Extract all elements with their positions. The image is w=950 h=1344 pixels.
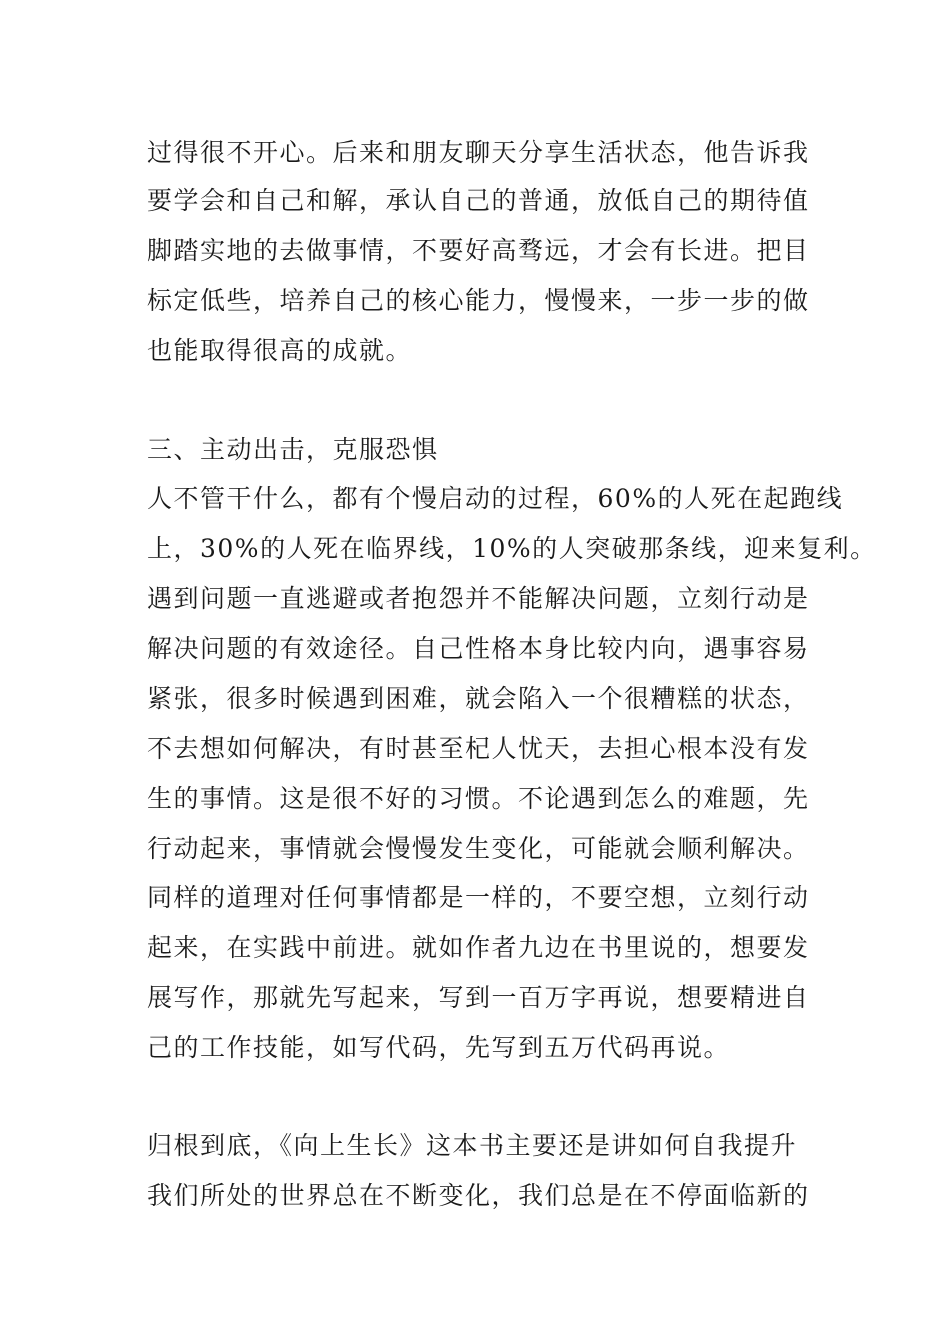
text-line: 解决问题的有效途径。自己性格本身比较内向，遇事容易 xyxy=(147,634,810,663)
text-line: 生的事情。这是很不好的习惯。不论遇到怎么的难题，先 xyxy=(147,784,810,813)
text-line: 我们所处的世界总在不断变化，我们总是在不停面临新的 xyxy=(147,1181,810,1210)
text-line: 要学会和自己和解，承认自己的普通，放低自己的期待值 xyxy=(147,186,810,215)
text-line: 己的工作技能，如写代码，先写到五万代码再说。 xyxy=(147,1033,731,1062)
text-line: 不去想如何解决，有时甚至杞人忧天，去担心根本没有发 xyxy=(147,734,810,763)
text-line: 标定低些，培养自己的核心能力，慢慢来，一步一步的做 xyxy=(147,286,810,315)
text-line: 人不管干什么，都有个慢启动的过程，60%的人死在起跑线 xyxy=(147,484,844,513)
text-line: 同样的道理对任何事情都是一样的，不要空想，立刻行动 xyxy=(147,883,810,912)
text-line: 过得很不开心。后来和朋友聊天分享生活状态，他告诉我 xyxy=(147,138,810,167)
text-line: 起来，在实践中前进。就如作者九边在书里说的，想要发 xyxy=(147,933,810,962)
text-line: 也能取得很高的成就。 xyxy=(147,336,413,365)
text-line: 脚踏实地的去做事情，不要好高骛远，才会有长进。把目 xyxy=(147,236,810,265)
text-line: 归根到底，《向上生长》这本书主要还是讲如何自我提升 xyxy=(147,1131,798,1160)
section-heading: 三、主动出击，克服恐惧 xyxy=(147,435,439,464)
text-line: 行动起来，事情就会慢慢发生变化，可能就会顺利解决。 xyxy=(147,834,810,863)
text-line: 遇到问题一直逃避或者抱怨并不能解决问题，立刻行动是 xyxy=(147,584,810,613)
text-line: 紧张，很多时候遇到困难，就会陷入一个很糟糕的状态， xyxy=(147,684,810,713)
text-line: 上，30%的人死在临界线，10%的人突破那条线，迎来复利。 xyxy=(147,534,877,563)
text-line: 展写作，那就先写起来，写到一百万字再说，想要精进自 xyxy=(147,983,810,1012)
